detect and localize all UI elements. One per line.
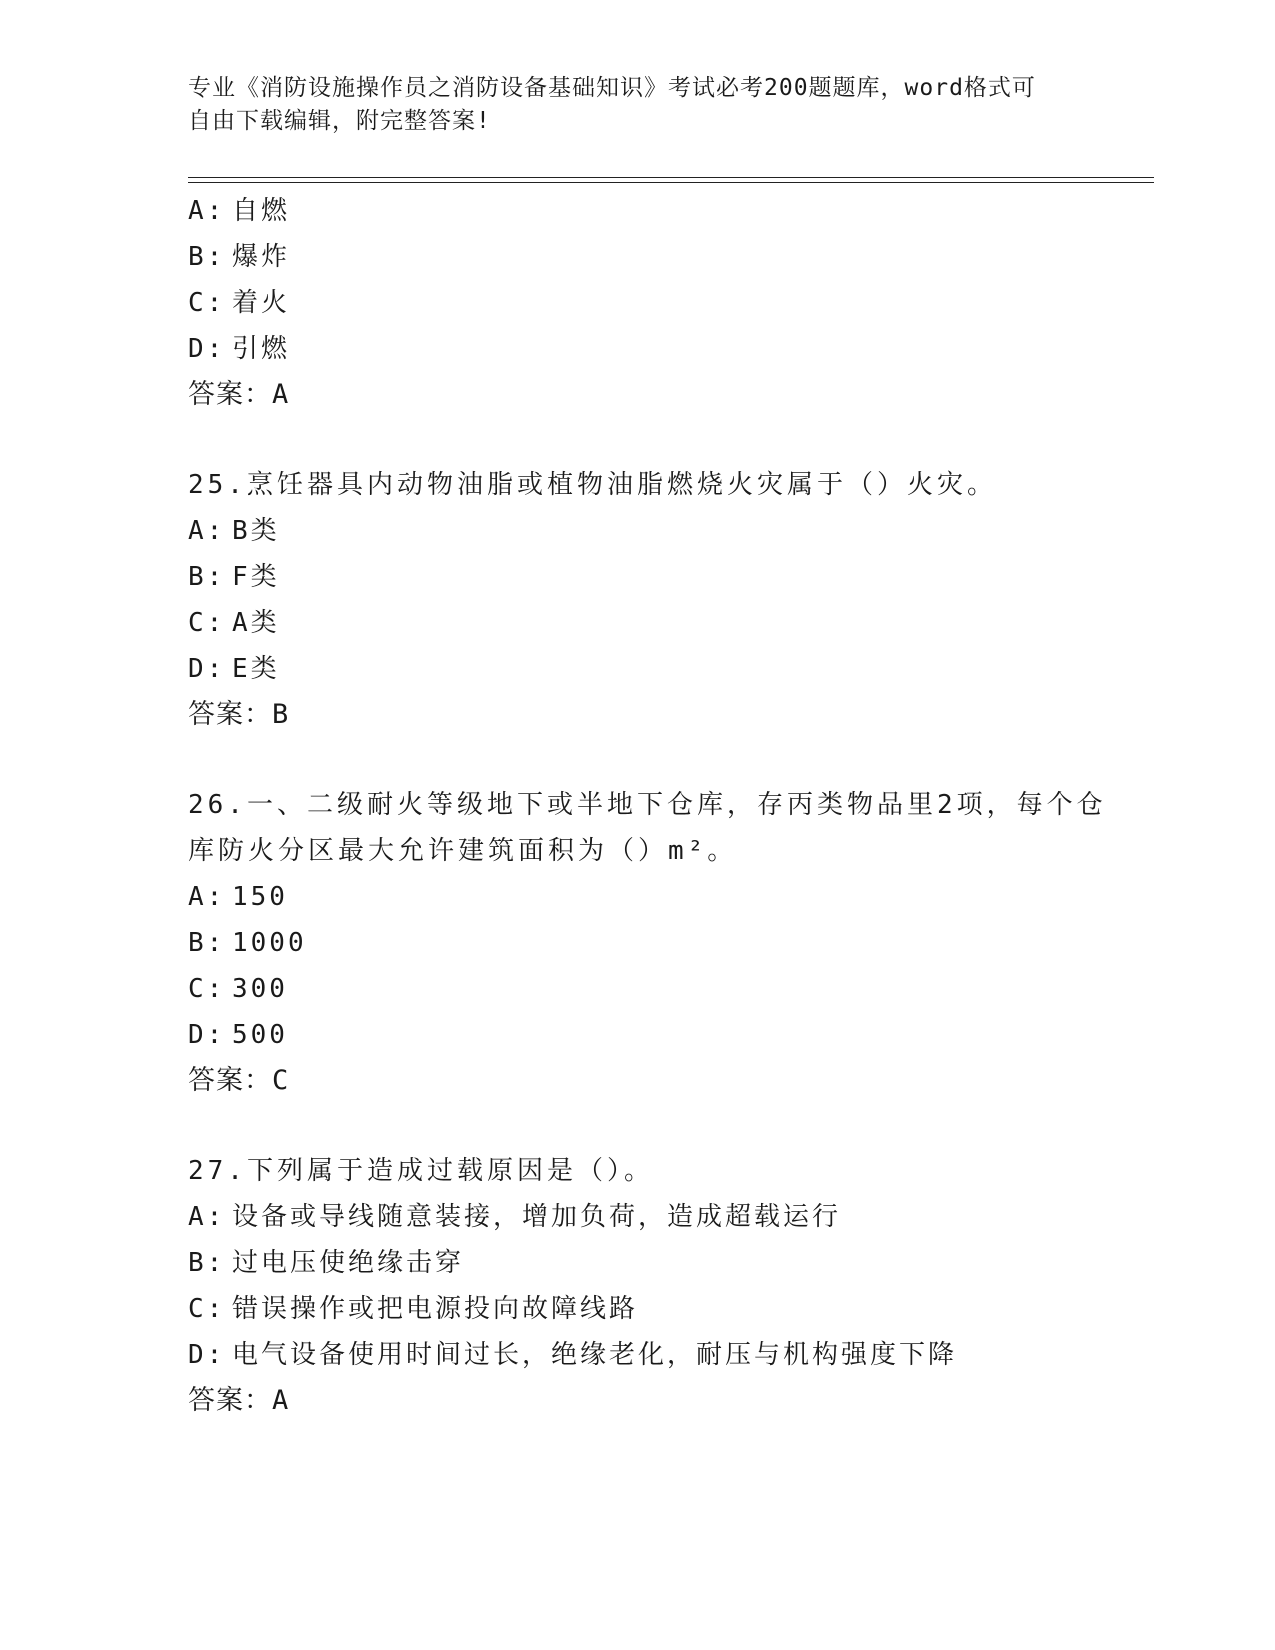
- option-text: E类: [232, 654, 280, 684]
- question-stem-line-1: 26.一、二级耐火等级地下或半地下仓库，存丙类物品里2项，每个仓: [188, 790, 1107, 820]
- option-text: F类: [232, 562, 280, 592]
- answer-line: 答案：B: [188, 699, 290, 730]
- option-key: A:: [188, 196, 226, 226]
- question-26: [188, 782, 1107, 1104]
- question-25: [188, 462, 1088, 738]
- option-text: 着火: [232, 288, 291, 318]
- option-key: C:: [188, 608, 226, 638]
- option-text: 自燃: [232, 196, 291, 226]
- option-key: B:: [188, 242, 226, 272]
- option-b: [188, 920, 1088, 966]
- option-text: A类: [232, 608, 280, 638]
- header-divider-bottom: [188, 182, 1154, 183]
- answer-line: 答案：C: [188, 1065, 290, 1096]
- option-a: [188, 508, 1088, 554]
- option-d: [188, 326, 1088, 372]
- question-stem: 27.下列属于造成过载原因是（）。: [188, 1156, 654, 1186]
- header-line-2: 自由下载编辑，附完整答案!: [188, 108, 491, 134]
- option-key: A:: [188, 516, 226, 546]
- question-27: [188, 1148, 1088, 1424]
- option-text: 设备或导线随意装接，增加负荷，造成超载运行: [232, 1202, 842, 1232]
- option-c: [188, 1286, 1088, 1332]
- option-d: [188, 1012, 1088, 1058]
- option-key: A:: [188, 882, 226, 912]
- header-divider-top: [188, 177, 1154, 178]
- answer-line: 答案：A: [188, 379, 290, 410]
- option-key: B:: [188, 1248, 226, 1278]
- option-key: B:: [188, 928, 226, 958]
- option-text: 300: [232, 974, 288, 1004]
- option-key: D:: [188, 654, 226, 684]
- option-d: [188, 646, 1088, 692]
- option-d: [188, 1332, 1088, 1378]
- option-text: 过电压使绝缘击穿: [232, 1248, 465, 1278]
- option-text: 电气设备使用时间过长，绝缘老化，耐压与机构强度下降: [232, 1340, 958, 1370]
- option-text: 引燃: [232, 334, 291, 364]
- option-key: D:: [188, 334, 226, 364]
- option-a: [188, 874, 1088, 920]
- option-text: 爆炸: [232, 242, 291, 272]
- option-b: [188, 1240, 1088, 1286]
- header-line-1: 专业《消防设施操作员之消防设备基础知识》考试必考200题题库，word格式可: [188, 75, 1036, 101]
- option-a: [188, 1194, 1088, 1240]
- option-text: 1000: [232, 928, 307, 958]
- option-key: D:: [188, 1340, 226, 1370]
- option-c: [188, 966, 1088, 1012]
- option-key: C:: [188, 288, 226, 318]
- question-stem-line-2: 库防火分区最大允许建筑面积为（）m²。: [188, 836, 738, 866]
- option-c: [188, 600, 1088, 646]
- question-24-options: [188, 188, 1088, 418]
- option-a: [188, 188, 1088, 234]
- option-text: 错误操作或把电源投向故障线路: [232, 1294, 639, 1324]
- option-b: [188, 234, 1088, 280]
- option-text: 500: [232, 1020, 288, 1050]
- document-header: [188, 72, 1088, 138]
- option-text: B类: [232, 516, 280, 546]
- question-stem: 25.烹饪器具内动物油脂或植物油脂燃烧火灾属于（）火灾。: [188, 470, 997, 500]
- option-b: [188, 554, 1088, 600]
- option-text: 150: [232, 882, 288, 912]
- option-key: D:: [188, 1020, 226, 1050]
- option-key: C:: [188, 974, 226, 1004]
- option-key: B:: [188, 562, 226, 592]
- answer-line: 答案：A: [188, 1385, 290, 1416]
- option-c: [188, 280, 1088, 326]
- option-key: C:: [188, 1294, 226, 1324]
- option-key: A:: [188, 1202, 226, 1232]
- question-list: [188, 188, 1107, 1424]
